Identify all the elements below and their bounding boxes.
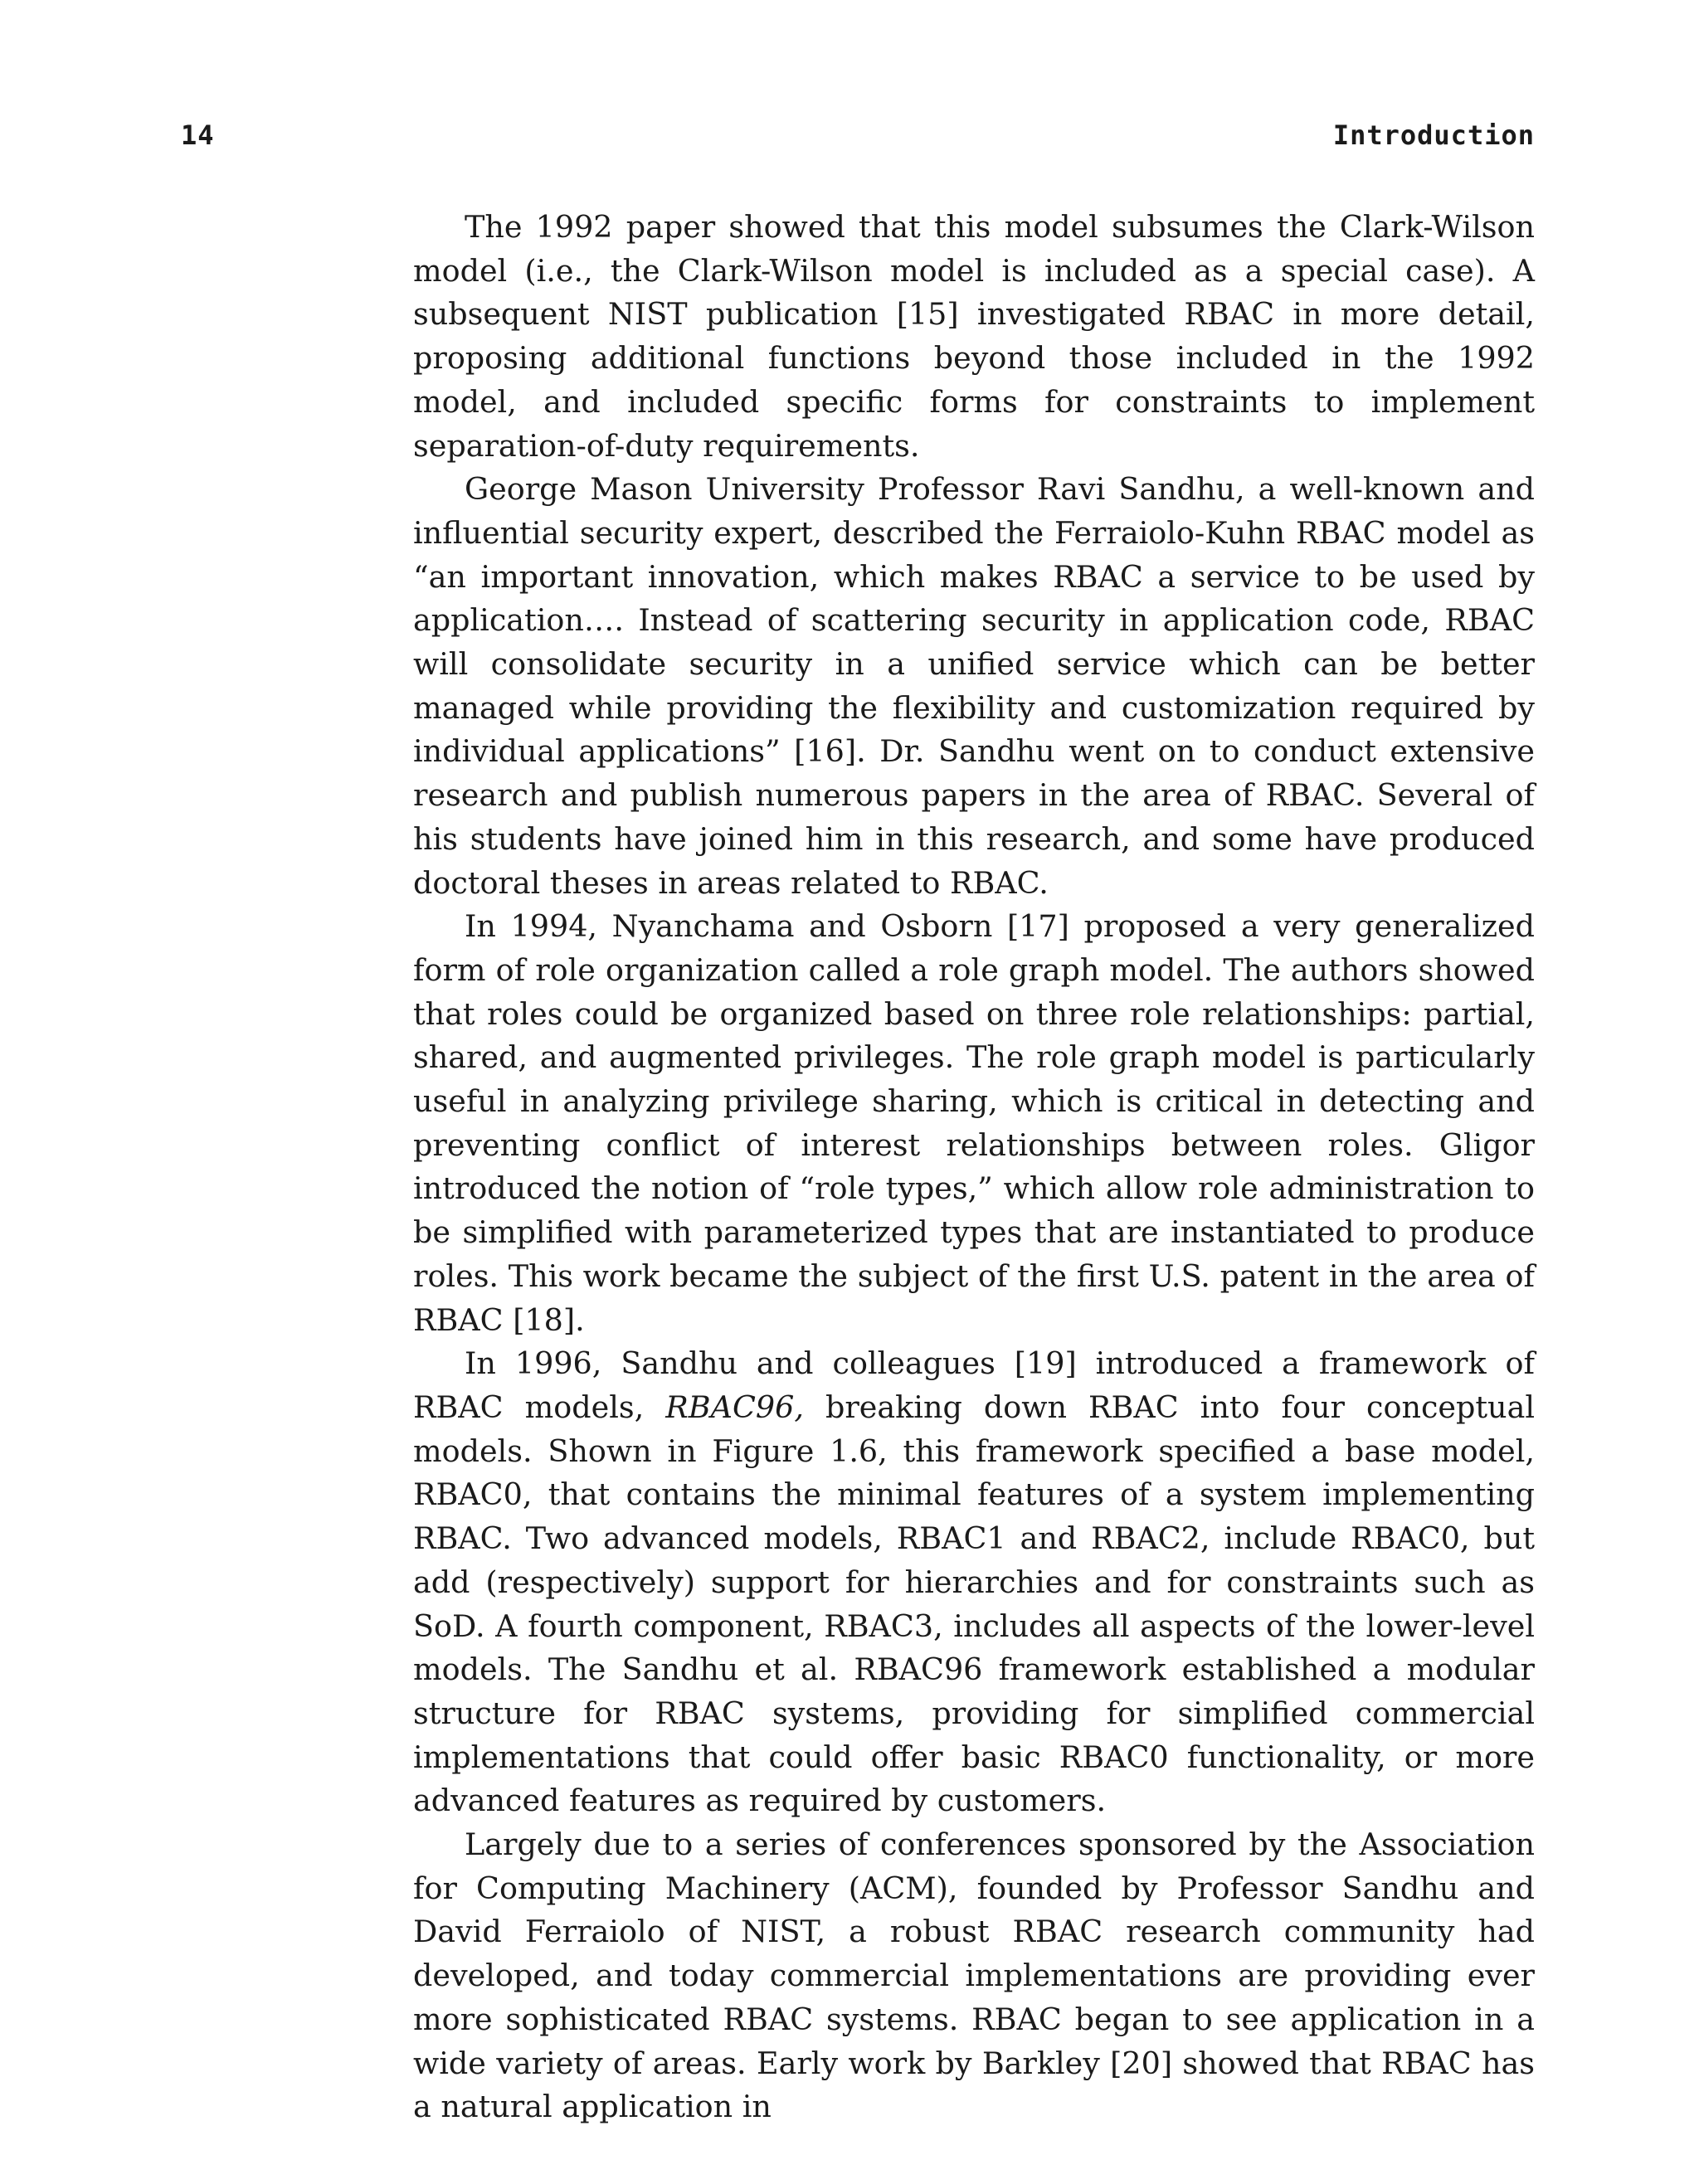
paragraph-role-graph: In 1994, Nyanchama and Osborn [17] proposed a very generalized form of role organization called a role graph model. The authors showed that roles could be organized based on three role relationships: partial, shared, and augmented privileges. The role graph model is particularly useful in analyzing privilege sharing, which is critical in detecting and preventing conflict of interest relationships between roles. Gligor introduced the notion of “role types,” which allow role administration to be simplified with parameterized types that are instantiated to produce roles. This work became the subject of the first U.S. patent in the area of RBAC [18]. [413,908,1535,1338]
paragraph-clark-wilson: The 1992 paper showed that this model subsumes the Clark-Wilson model (i.e., the Clark-Wilson model is included as a special case). A subsequent NIST publication [15] investigated RBAC in more detail, proposing additional functions beyond those included in the 1992 model, and included specific forms for constraints to implement separation-of-duty requirements. [413,209,1535,464]
paragraph-rbac96-before: In 1996, Sandhu and colleagues [19] introduced a framework of RBAC models, [413,1345,1535,1425]
body-text [413,206,1535,2129]
paragraph-rbac96-after: breaking down RBAC into four conceptual models. Shown in Figure 1.6, this framework specified a base model, RBAC0, that contains the minimal features of a system implementing RBAC. Two advanced models, RBAC1 and RBAC2, include RBAC0, but add (respectively) support for hierarchies and for constraints such as SoD. A fourth component, RBAC3, includes all aspects of the lower-level models. The Sandhu et al. RBAC96 framework established a modular structure for RBAC systems, providing for simplified commercial implementations that could offer basic RBAC0 functionality, or more advanced features as required by customers. [413,1389,1536,1819]
chapter-title: Introduction [1332,119,1535,151]
page-number: 14 [181,119,215,151]
paragraph-acm-conferences: Largely due to a series of conferences sponsored by the Association for Computing Machinery (ACM), founded by Professor Sandhu and David Ferraiolo of NIST, a robust RBAC research community had developed, and today commercial implementations are providing ever more sophisticated RBAC systems. RBAC began to see application in a wide variety of areas. Early work by Barkley [20] showed that RBAC has a natural application in [413,1826,1535,2125]
paragraph-rbac96-italic: RBAC96, [665,1389,804,1425]
paragraph-rbac96 [413,1342,1535,1823]
paragraph-sandhu: George Mason University Professor Ravi Sandhu, a well-known and influential security expert, described the Ferraiolo-Kuhn RBAC model as “an important innovation, which makes RBAC a service to be used by application…. Instead of scattering security in application code, RBAC will consolidate security in a unified service which can be better managed while providing the flexibility and customization required by individual applications” [16]. Dr. Sandhu went on to conduct extensive research and publish numerous papers in the area of RBAC. Several of his students have joined him in this research, and some have produced doctoral theses in areas related to RBAC. [413,471,1535,901]
